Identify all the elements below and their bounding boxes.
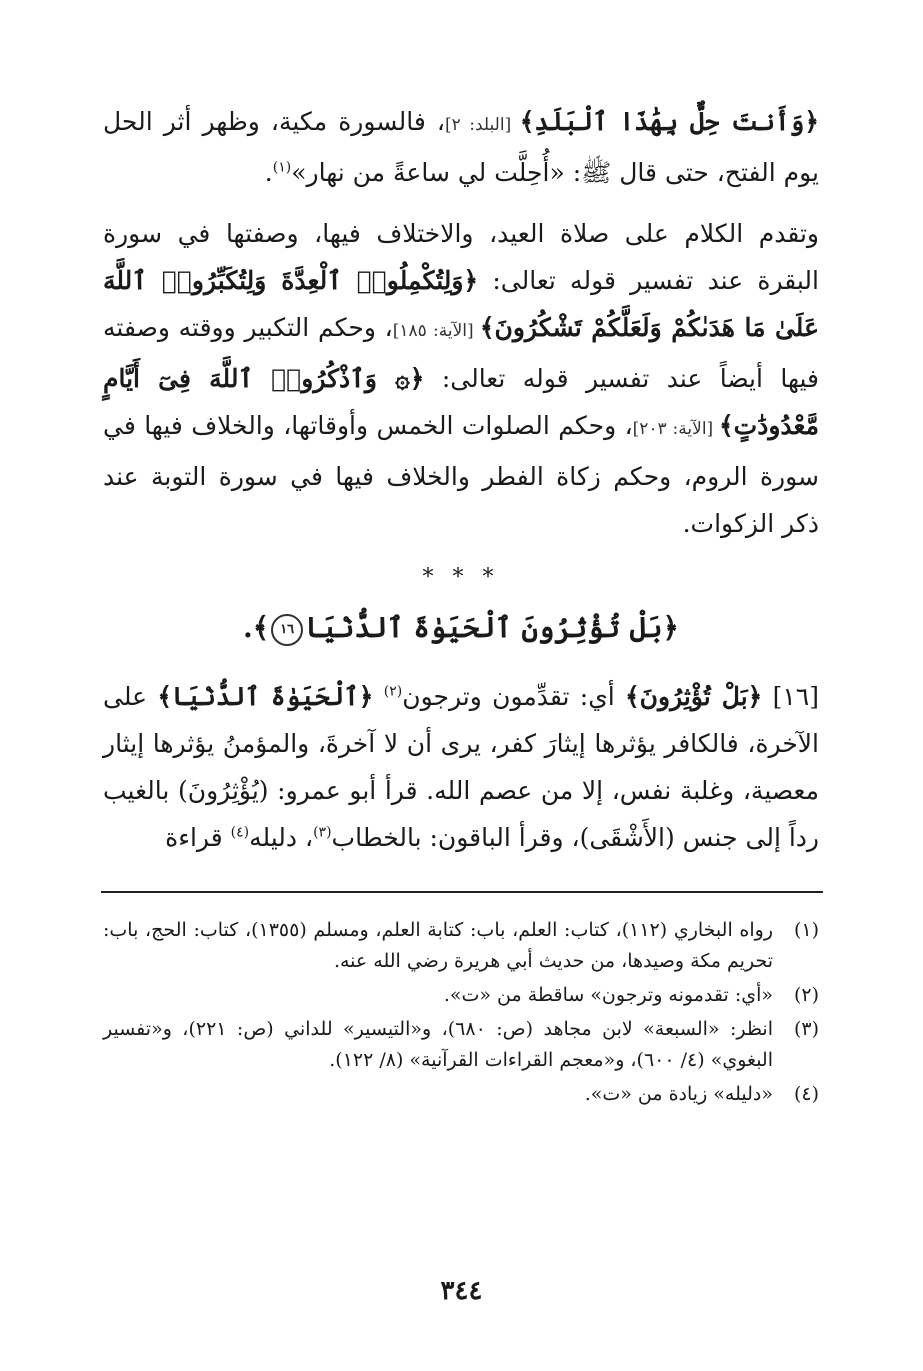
footnote-text: «أي: تقدمونه وترجون» ساقطة من «ت». [443,984,773,1006]
commentary-number: [١٦] [762,682,819,711]
section-separator: * * * [422,565,500,590]
quran-quote: ﴿وَلِتُكْمِلُوا۟ ٱلْعِدَّةَ وَلِتُكَبِّرُوا۟ ٱللَّهَ عَلَىٰ مَا هَدَىٰكُمْ وَلَعَلَّكُمْ تَشْكُرُونَ﴾ [103,266,819,342]
footnote-marker: (٤) [230,824,250,841]
footnote-marker: (٢) [383,683,403,700]
quran-quote: ﴿وَأَنتَ حِلٌّ بِهَٰذَا ٱلْبَلَدِ﴾ [519,107,819,136]
paragraph-text: . [264,158,273,187]
footnote-number: (٣) [793,1018,819,1040]
paragraph-text: ، وحكم التكبير ووقته وصفته فيها أيضاً عند تفسير قوله تعالى: [103,313,819,393]
footnote-number: (٤) [793,1083,819,1105]
ayah-number-marker: ١٦ [271,614,303,646]
paragraph-text: ، فالسورة مكية، وظهر أثر الحل يوم الفتح، حتى قال ﷺ: «أُحِلَّت لي ساعةً من نهار» [103,107,819,187]
footnote-item [103,1079,819,1110]
page-number: ٣٤٤ [440,1276,483,1306]
quran-quote: ﴿بَلْ تُؤْثِرُونَ﴾ [625,682,763,711]
footnote-marker: (٣) [313,824,332,841]
verse-reference: [الآية: ١٨٥] [392,321,480,341]
verse-close: ﴾. [243,611,270,644]
verse-reference: [البلد: ٢] [444,115,520,135]
footnote-marker: (١) [272,159,292,176]
footnote-text: انظر: «السبعة» لابن مجاهد (ص: ٦٨٠)، و«التيسير» للداني (ص: ٢٢١)، و«تفسير البغوي» (٤/ ٦٠٠)، و«معجم القراءات القرآنية» (٨/ ١٢٢). [103,1018,773,1071]
space [373,682,383,711]
commentary-paragraph [103,673,819,861]
quran-quote: ﴿۞ وَٱذْكُرُوا۟ ٱللَّهَ فِىٓ أَيَّامٍ مَّعْدُودَٰتٍ﴾ [103,364,819,440]
paragraph-text: ، وحكم الصلوات الخمس وأوقاتها، والخلاف فيها في سورة الروم، وحكم زكاة الفطر والخلاف فيها في سورة التوبة عند ذكر الزكوات. [103,411,819,538]
footnote-divider [101,891,823,893]
paragraph-1 [103,98,819,196]
footnote-number: (٢) [793,984,819,1006]
verse-reference: [الآية: ٢٠٣] [632,419,720,439]
verse-heading [103,603,819,653]
quran-quote: ﴿ٱلْحَيَوٰةَ ٱلدُّنْيَا﴾ [157,682,374,711]
verse-text: ﴿بَلْ تُؤْثِرُونَ ٱلْحَيَوٰةَ ٱلدُّنْيَا [305,611,679,644]
footnote-number: (١) [793,919,819,941]
footnotes [103,915,819,1113]
paragraph-2 [103,210,819,547]
paragraph-text: وتقدم الكلام على صلاة العيد، والاختلاف فيها، وصفتها في سورة البقرة عند تفسير قوله تعالى: [103,219,819,295]
main-text [103,98,819,861]
footnote-item [103,1014,819,1076]
paragraph-text: قراءة [165,823,231,852]
paragraph-text: على الآخرة، فالكافر يؤثرها إيثارَ كفر، يرى أن لا آخرةَ، والمؤمنُ يؤثرها إيثار معصية، وغلبة نفس، إلا من عصم الله. قرأ أبو عمرو: (يُؤْثِرُونَ) بالغيب رداً إلى جنس (الأَشْقَى)، وقرأ الباقون: بالخطاب [103,682,819,852]
footnote-item [103,915,819,977]
footnote-text: رواه البخاري (١١٢)، كتاب: العلم، باب: كتابة العلم، ومسلم (١٣٥٥)، كتاب: الحج، باب: تحريم مكة وصيدها، من حديث أبي هريرة رضي الله عنه. [103,919,773,972]
paragraph-text: أي: تقدِّمون وترجون [402,682,625,711]
footnote-item [103,980,819,1011]
footnote-text: «دليله» زيادة من «ت». [584,1083,773,1105]
paragraph-text: ، دليله [249,823,314,852]
